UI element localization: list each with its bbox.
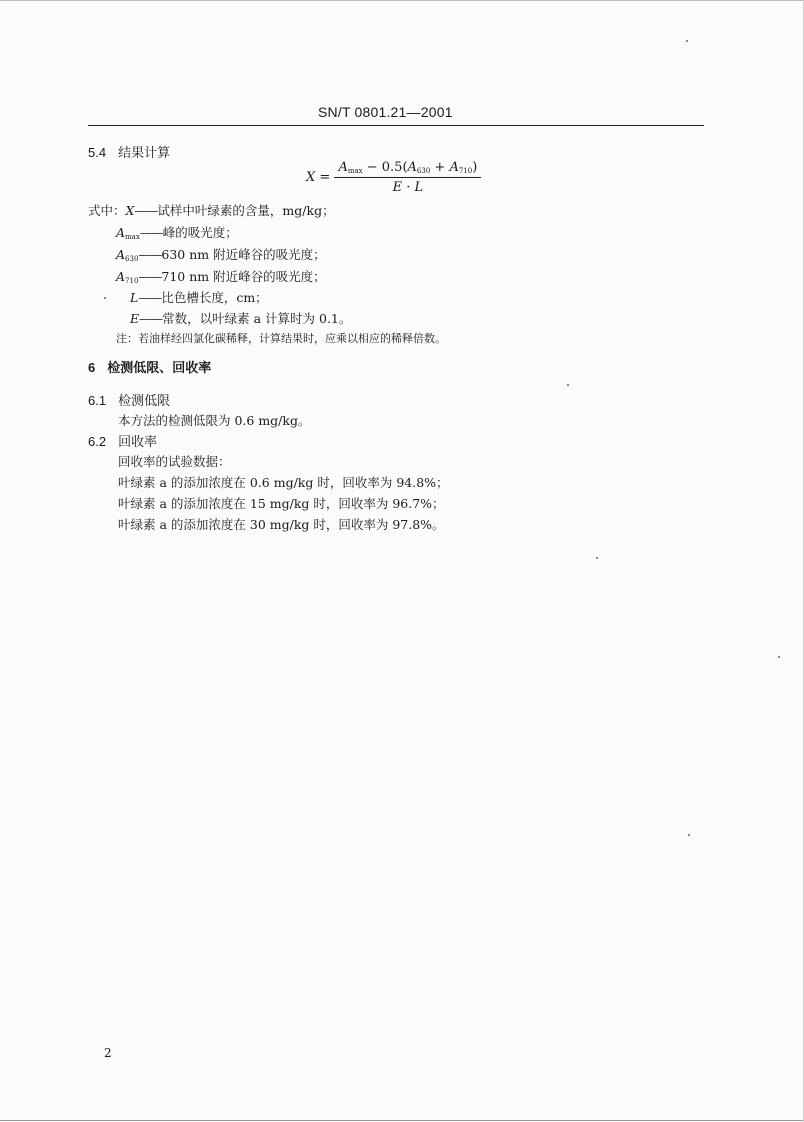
formula-plus: +: [430, 160, 450, 175]
definitions-intro: 式中：: [88, 203, 126, 218]
definition-dash: ——: [134, 203, 158, 218]
header-rule: [88, 125, 704, 126]
scan-speck: [688, 834, 690, 836]
page-bottom-edge: [0, 1120, 804, 1121]
page-number: 2: [104, 1046, 112, 1060]
subscript-max: max: [347, 167, 363, 175]
definition-row-e: [130, 309, 351, 327]
scan-speck: [778, 656, 780, 658]
definition-text: 常数，以叶绿素 a 计算时为 0.1。: [162, 311, 352, 326]
formula-numerator: [334, 160, 481, 178]
scan-speck: [596, 557, 598, 559]
scan-speck: [686, 40, 688, 42]
definition-dash: ——: [138, 247, 162, 262]
recovery-line: 叶绿素 a 的添加浓度在 0.6 mg/kg 时，回收率为 94.8%；: [118, 475, 449, 490]
recovery-line: 叶绿素 a 的添加浓度在 15 mg/kg 时，回收率为 96.7%；: [118, 496, 445, 511]
definition-text: 710 nm 附近峰谷的吸光度；: [161, 269, 326, 284]
subscript-630: 630: [416, 167, 431, 175]
section-6-1-heading: [88, 390, 170, 409]
section-title: 检测低限、回收率: [107, 361, 212, 376]
recovery-line: 叶绿素 a 的添加浓度在 30 mg/kg 时，回收率为 97.8%。: [118, 517, 445, 532]
dilution-note: 注：若油样经四氯化碳稀释，计算结果时，应乘以相应的稀释倍数。: [116, 332, 446, 345]
result-formula: [306, 160, 481, 195]
section-title: 结果计算: [118, 146, 171, 161]
formula-denominator: E · L: [392, 180, 424, 195]
definition-text: 630 nm 附近峰谷的吸光度；: [161, 247, 326, 262]
standard-id-header: SN/T 0801.21—2001: [318, 104, 453, 120]
definition-row-amax: [116, 223, 238, 241]
definition-symbol: A: [116, 247, 126, 262]
symbol-a: A: [338, 160, 348, 175]
formula-equals: =: [319, 170, 331, 185]
definition-row-l: [130, 288, 268, 306]
section-title: 回收率: [118, 435, 158, 450]
section-number: 6.1: [88, 393, 107, 408]
definition-dash: ——: [139, 225, 163, 240]
definition-text: 峰的吸光度；: [162, 225, 238, 240]
definition-row-a710: [116, 267, 326, 285]
definition-row-x: [88, 201, 335, 219]
formula-close-paren: ): [472, 160, 478, 175]
definition-symbol: E: [130, 311, 140, 326]
definition-subscript: 630: [125, 255, 139, 263]
detection-limit-text: 本方法的检测低限为 0.6 mg/kg。: [118, 413, 311, 428]
page-top-edge: [0, 0, 804, 1]
section-5-4-heading: [88, 142, 170, 161]
section-number: 5.4: [88, 145, 107, 160]
formula-operator: − 0.5(: [362, 160, 408, 175]
section-6-2-heading: [88, 431, 157, 450]
section-title: 检测低限: [118, 394, 171, 409]
symbol-a: A: [407, 160, 417, 175]
section-number: 6: [88, 360, 96, 375]
definition-subscript: 710: [125, 277, 139, 285]
section-6-heading: [88, 357, 211, 376]
recovery-intro: 回收率的试验数据：: [118, 454, 231, 469]
scan-speck: [567, 384, 569, 386]
definition-text: 试样中叶绿素的含量，mg/kg；: [157, 203, 335, 218]
scan-speck: [104, 297, 106, 299]
symbol-a: A: [449, 160, 459, 175]
definition-dash: ——: [138, 290, 162, 305]
definition-dash: ——: [139, 311, 163, 326]
subscript-710: 710: [458, 167, 473, 175]
definition-symbol: L: [130, 290, 139, 305]
definition-row-a630: [116, 245, 326, 263]
definition-symbol: X: [125, 203, 135, 218]
section-number: 6.2: [88, 434, 107, 449]
definition-subscript: max: [125, 233, 140, 241]
definition-dash: ——: [138, 269, 162, 284]
definition-symbol: A: [116, 269, 126, 284]
definition-text: 比色槽长度，cm；: [161, 290, 268, 305]
formula-lhs: X: [306, 170, 316, 185]
formula-fraction: [334, 160, 481, 195]
definition-symbol: A: [116, 225, 126, 240]
